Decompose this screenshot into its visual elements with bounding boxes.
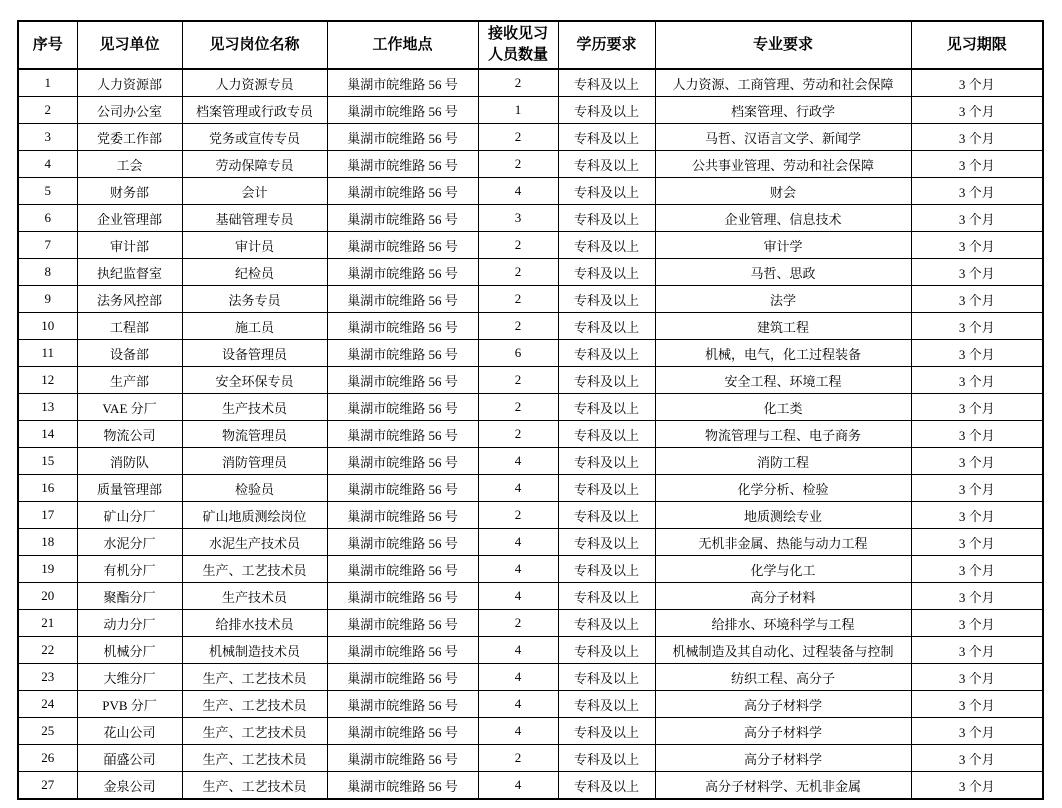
cell-unit: 设备部 [77, 340, 182, 367]
column-header-unit: 见习单位 [77, 21, 182, 69]
cell-position: 生产、工艺技术员 [182, 556, 327, 583]
cell-education: 专科及以上 [558, 313, 655, 340]
cell-major: 纺织工程、高分子 [655, 664, 911, 691]
table-row [18, 610, 1043, 637]
cell-education: 专科及以上 [558, 421, 655, 448]
cell-seq: 5 [18, 178, 77, 205]
cell-education: 专科及以上 [558, 205, 655, 232]
cell-count: 2 [478, 394, 558, 421]
cell-position: 生产、工艺技术员 [182, 691, 327, 718]
cell-unit: 水泥分厂 [77, 529, 182, 556]
cell-major: 马哲、思政 [655, 259, 911, 286]
cell-count: 2 [478, 745, 558, 772]
cell-position: 劳动保障专员 [182, 151, 327, 178]
cell-education: 专科及以上 [558, 745, 655, 772]
cell-education: 专科及以上 [558, 97, 655, 124]
cell-location: 巢湖市皖维路 56 号 [327, 97, 478, 124]
cell-count: 2 [478, 502, 558, 529]
cell-seq: 24 [18, 691, 77, 718]
cell-unit: 矿山分厂 [77, 502, 182, 529]
cell-education: 专科及以上 [558, 556, 655, 583]
cell-duration: 3 个月 [911, 286, 1043, 313]
cell-location: 巢湖市皖维路 56 号 [327, 448, 478, 475]
cell-major: 机械，电气，化工过程装备 [655, 340, 911, 367]
cell-unit: 法务风控部 [77, 286, 182, 313]
cell-location: 巢湖市皖维路 56 号 [327, 718, 478, 745]
cell-count: 2 [478, 259, 558, 286]
table-row [18, 124, 1043, 151]
cell-location: 巢湖市皖维路 56 号 [327, 637, 478, 664]
cell-duration: 3 个月 [911, 340, 1043, 367]
cell-location: 巢湖市皖维路 56 号 [327, 502, 478, 529]
cell-unit: 财务部 [77, 178, 182, 205]
cell-unit: 消防队 [77, 448, 182, 475]
cell-count: 2 [478, 232, 558, 259]
cell-position: 生产、工艺技术员 [182, 664, 327, 691]
cell-count: 2 [478, 69, 558, 97]
cell-count: 6 [478, 340, 558, 367]
cell-location: 巢湖市皖维路 56 号 [327, 745, 478, 772]
cell-duration: 3 个月 [911, 259, 1043, 286]
cell-count: 4 [478, 583, 558, 610]
cell-unit: 公司办公室 [77, 97, 182, 124]
cell-location: 巢湖市皖维路 56 号 [327, 259, 478, 286]
cell-education: 专科及以上 [558, 340, 655, 367]
cell-duration: 3 个月 [911, 610, 1043, 637]
table-row [18, 772, 1043, 800]
table-row [18, 313, 1043, 340]
cell-duration: 3 个月 [911, 664, 1043, 691]
cell-duration: 3 个月 [911, 475, 1043, 502]
table-row [18, 556, 1043, 583]
table-row [18, 637, 1043, 664]
cell-duration: 3 个月 [911, 745, 1043, 772]
cell-location: 巢湖市皖维路 56 号 [327, 69, 478, 97]
cell-seq: 21 [18, 610, 77, 637]
cell-unit: 质量管理部 [77, 475, 182, 502]
cell-education: 专科及以上 [558, 637, 655, 664]
cell-duration: 3 个月 [911, 97, 1043, 124]
cell-unit: 花山公司 [77, 718, 182, 745]
cell-unit: 企业管理部 [77, 205, 182, 232]
cell-position: 档案管理或行政专员 [182, 97, 327, 124]
cell-education: 专科及以上 [558, 529, 655, 556]
table-row [18, 367, 1043, 394]
cell-unit: 执纪监督室 [77, 259, 182, 286]
cell-education: 专科及以上 [558, 583, 655, 610]
cell-location: 巢湖市皖维路 56 号 [327, 178, 478, 205]
cell-duration: 3 个月 [911, 556, 1043, 583]
cell-count: 4 [478, 529, 558, 556]
cell-duration: 3 个月 [911, 151, 1043, 178]
cell-position: 生产技术员 [182, 583, 327, 610]
cell-seq: 18 [18, 529, 77, 556]
table-row [18, 583, 1043, 610]
cell-seq: 6 [18, 205, 77, 232]
cell-location: 巢湖市皖维路 56 号 [327, 394, 478, 421]
cell-seq: 9 [18, 286, 77, 313]
cell-education: 专科及以上 [558, 286, 655, 313]
cell-education: 专科及以上 [558, 394, 655, 421]
cell-location: 巢湖市皖维路 56 号 [327, 124, 478, 151]
cell-location: 巢湖市皖维路 56 号 [327, 313, 478, 340]
cell-seq: 23 [18, 664, 77, 691]
cell-unit: 金泉公司 [77, 772, 182, 800]
cell-education: 专科及以上 [558, 69, 655, 97]
cell-seq: 13 [18, 394, 77, 421]
cell-unit: 审计部 [77, 232, 182, 259]
cell-unit: 皕盛公司 [77, 745, 182, 772]
cell-location: 巢湖市皖维路 56 号 [327, 691, 478, 718]
cell-education: 专科及以上 [558, 259, 655, 286]
cell-location: 巢湖市皖维路 56 号 [327, 583, 478, 610]
cell-count: 2 [478, 124, 558, 151]
cell-position: 法务专员 [182, 286, 327, 313]
cell-seq: 19 [18, 556, 77, 583]
column-header-major: 专业要求 [655, 21, 911, 69]
cell-position: 人力资源专员 [182, 69, 327, 97]
cell-position: 矿山地质测绘岗位 [182, 502, 327, 529]
cell-education: 专科及以上 [558, 691, 655, 718]
cell-major: 消防工程 [655, 448, 911, 475]
cell-education: 专科及以上 [558, 151, 655, 178]
cell-major: 给排水、环境科学与工程 [655, 610, 911, 637]
cell-position: 审计员 [182, 232, 327, 259]
cell-position: 给排水技术员 [182, 610, 327, 637]
cell-location: 巢湖市皖维路 56 号 [327, 529, 478, 556]
table-row [18, 394, 1043, 421]
table-row [18, 745, 1043, 772]
cell-count: 2 [478, 610, 558, 637]
cell-duration: 3 个月 [911, 178, 1043, 205]
cell-education: 专科及以上 [558, 502, 655, 529]
cell-unit: 物流公司 [77, 421, 182, 448]
cell-location: 巢湖市皖维路 56 号 [327, 367, 478, 394]
cell-seq: 4 [18, 151, 77, 178]
cell-position: 设备管理员 [182, 340, 327, 367]
table-row [18, 664, 1043, 691]
cell-major: 高分子材料 [655, 583, 911, 610]
internship-positions-table [17, 20, 1044, 800]
cell-major: 高分子材料学 [655, 745, 911, 772]
cell-location: 巢湖市皖维路 56 号 [327, 772, 478, 800]
cell-duration: 3 个月 [911, 421, 1043, 448]
cell-duration: 3 个月 [911, 69, 1043, 97]
table-row [18, 502, 1043, 529]
cell-unit: 机械分厂 [77, 637, 182, 664]
cell-location: 巢湖市皖维路 56 号 [327, 610, 478, 637]
cell-major: 马哲、汉语言文学、新闻学 [655, 124, 911, 151]
cell-unit: 大维分厂 [77, 664, 182, 691]
cell-education: 专科及以上 [558, 448, 655, 475]
cell-duration: 3 个月 [911, 529, 1043, 556]
table-row [18, 691, 1043, 718]
cell-major: 高分子材料学 [655, 718, 911, 745]
cell-seq: 1 [18, 69, 77, 97]
cell-major: 无机非金属、热能与动力工程 [655, 529, 911, 556]
cell-major: 公共事业管理、劳动和社会保障 [655, 151, 911, 178]
cell-major: 机械制造及其自动化、过程装备与控制 [655, 637, 911, 664]
cell-major: 人力资源、工商管理、劳动和社会保障 [655, 69, 911, 97]
cell-education: 专科及以上 [558, 124, 655, 151]
cell-seq: 12 [18, 367, 77, 394]
cell-unit: 生产部 [77, 367, 182, 394]
table-body [18, 69, 1043, 799]
table-row [18, 340, 1043, 367]
cell-location: 巢湖市皖维路 56 号 [327, 205, 478, 232]
cell-position: 纪检员 [182, 259, 327, 286]
cell-seq: 3 [18, 124, 77, 151]
table-row [18, 178, 1043, 205]
cell-seq: 26 [18, 745, 77, 772]
cell-location: 巢湖市皖维路 56 号 [327, 232, 478, 259]
cell-major: 高分子材料学、无机非金属 [655, 772, 911, 800]
cell-education: 专科及以上 [558, 772, 655, 800]
cell-count: 4 [478, 772, 558, 800]
table-row [18, 286, 1043, 313]
cell-count: 2 [478, 313, 558, 340]
cell-seq: 7 [18, 232, 77, 259]
table-row [18, 205, 1043, 232]
table-row [18, 69, 1043, 97]
cell-major: 化学分析、检验 [655, 475, 911, 502]
cell-unit: 有机分厂 [77, 556, 182, 583]
cell-major: 审计学 [655, 232, 911, 259]
cell-duration: 3 个月 [911, 124, 1043, 151]
cell-duration: 3 个月 [911, 583, 1043, 610]
column-header-seq: 序号 [18, 21, 77, 69]
cell-count: 2 [478, 286, 558, 313]
cell-position: 安全环保专员 [182, 367, 327, 394]
cell-duration: 3 个月 [911, 367, 1043, 394]
cell-education: 专科及以上 [558, 232, 655, 259]
cell-unit: 聚酯分厂 [77, 583, 182, 610]
cell-position: 党务或宣传专员 [182, 124, 327, 151]
cell-seq: 10 [18, 313, 77, 340]
cell-major: 建筑工程 [655, 313, 911, 340]
cell-unit: 动力分厂 [77, 610, 182, 637]
cell-major: 化工类 [655, 394, 911, 421]
table-row [18, 718, 1043, 745]
cell-position: 基础管理专员 [182, 205, 327, 232]
cell-major: 安全工程、环境工程 [655, 367, 911, 394]
table-row [18, 259, 1043, 286]
cell-duration: 3 个月 [911, 448, 1043, 475]
cell-location: 巢湖市皖维路 56 号 [327, 556, 478, 583]
cell-duration: 3 个月 [911, 637, 1043, 664]
cell-duration: 3 个月 [911, 772, 1043, 800]
cell-location: 巢湖市皖维路 56 号 [327, 340, 478, 367]
cell-position: 检验员 [182, 475, 327, 502]
column-header-education: 学历要求 [558, 21, 655, 69]
cell-seq: 20 [18, 583, 77, 610]
table-row [18, 529, 1043, 556]
cell-unit: PVB 分厂 [77, 691, 182, 718]
cell-seq: 25 [18, 718, 77, 745]
table-row [18, 97, 1043, 124]
cell-location: 巢湖市皖维路 56 号 [327, 286, 478, 313]
cell-seq: 17 [18, 502, 77, 529]
cell-duration: 3 个月 [911, 691, 1043, 718]
cell-seq: 22 [18, 637, 77, 664]
cell-count: 4 [478, 718, 558, 745]
cell-major: 化学与化工 [655, 556, 911, 583]
cell-unit: 工程部 [77, 313, 182, 340]
cell-duration: 3 个月 [911, 313, 1043, 340]
cell-count: 4 [478, 691, 558, 718]
cell-major: 财会 [655, 178, 911, 205]
cell-education: 专科及以上 [558, 610, 655, 637]
cell-count: 1 [478, 97, 558, 124]
cell-position: 消防管理员 [182, 448, 327, 475]
cell-education: 专科及以上 [558, 178, 655, 205]
cell-position: 水泥生产技术员 [182, 529, 327, 556]
cell-major: 高分子材料学 [655, 691, 911, 718]
table-row [18, 475, 1043, 502]
cell-position: 会计 [182, 178, 327, 205]
cell-duration: 3 个月 [911, 394, 1043, 421]
cell-position: 生产、工艺技术员 [182, 718, 327, 745]
header-row [18, 21, 1043, 69]
column-header-position: 见习岗位名称 [182, 21, 327, 69]
cell-duration: 3 个月 [911, 718, 1043, 745]
column-header-location: 工作地点 [327, 21, 478, 69]
cell-seq: 8 [18, 259, 77, 286]
cell-seq: 2 [18, 97, 77, 124]
table-row [18, 421, 1043, 448]
cell-position: 生产、工艺技术员 [182, 745, 327, 772]
cell-education: 专科及以上 [558, 664, 655, 691]
cell-location: 巢湖市皖维路 56 号 [327, 664, 478, 691]
cell-count: 2 [478, 421, 558, 448]
cell-count: 4 [478, 556, 558, 583]
cell-duration: 3 个月 [911, 502, 1043, 529]
cell-seq: 11 [18, 340, 77, 367]
cell-education: 专科及以上 [558, 367, 655, 394]
cell-major: 法学 [655, 286, 911, 313]
cell-duration: 3 个月 [911, 205, 1043, 232]
cell-seq: 15 [18, 448, 77, 475]
cell-unit: 工会 [77, 151, 182, 178]
cell-duration: 3 个月 [911, 232, 1043, 259]
cell-count: 4 [478, 475, 558, 502]
cell-count: 4 [478, 664, 558, 691]
cell-position: 生产技术员 [182, 394, 327, 421]
cell-count: 4 [478, 637, 558, 664]
cell-location: 巢湖市皖维路 56 号 [327, 475, 478, 502]
cell-position: 生产、工艺技术员 [182, 772, 327, 800]
cell-count: 4 [478, 178, 558, 205]
cell-count: 3 [478, 205, 558, 232]
cell-unit: VAE 分厂 [77, 394, 182, 421]
cell-education: 专科及以上 [558, 475, 655, 502]
cell-count: 2 [478, 151, 558, 178]
table-header [18, 21, 1043, 69]
cell-location: 巢湖市皖维路 56 号 [327, 151, 478, 178]
cell-major: 物流管理与工程、电子商务 [655, 421, 911, 448]
cell-major: 企业管理、信息技术 [655, 205, 911, 232]
cell-position: 物流管理员 [182, 421, 327, 448]
cell-unit: 人力资源部 [77, 69, 182, 97]
cell-unit: 党委工作部 [77, 124, 182, 151]
column-header-duration: 见习期限 [911, 21, 1043, 69]
table-row [18, 232, 1043, 259]
cell-seq: 14 [18, 421, 77, 448]
cell-location: 巢湖市皖维路 56 号 [327, 421, 478, 448]
table-row [18, 151, 1043, 178]
cell-major: 档案管理、行政学 [655, 97, 911, 124]
cell-position: 机械制造技术员 [182, 637, 327, 664]
table-row [18, 448, 1043, 475]
cell-seq: 27 [18, 772, 77, 800]
cell-count: 4 [478, 448, 558, 475]
cell-count: 2 [478, 367, 558, 394]
cell-education: 专科及以上 [558, 718, 655, 745]
cell-position: 施工员 [182, 313, 327, 340]
cell-seq: 16 [18, 475, 77, 502]
cell-major: 地质测绘专业 [655, 502, 911, 529]
column-header-count: 接收见习人员数量 [478, 21, 558, 69]
